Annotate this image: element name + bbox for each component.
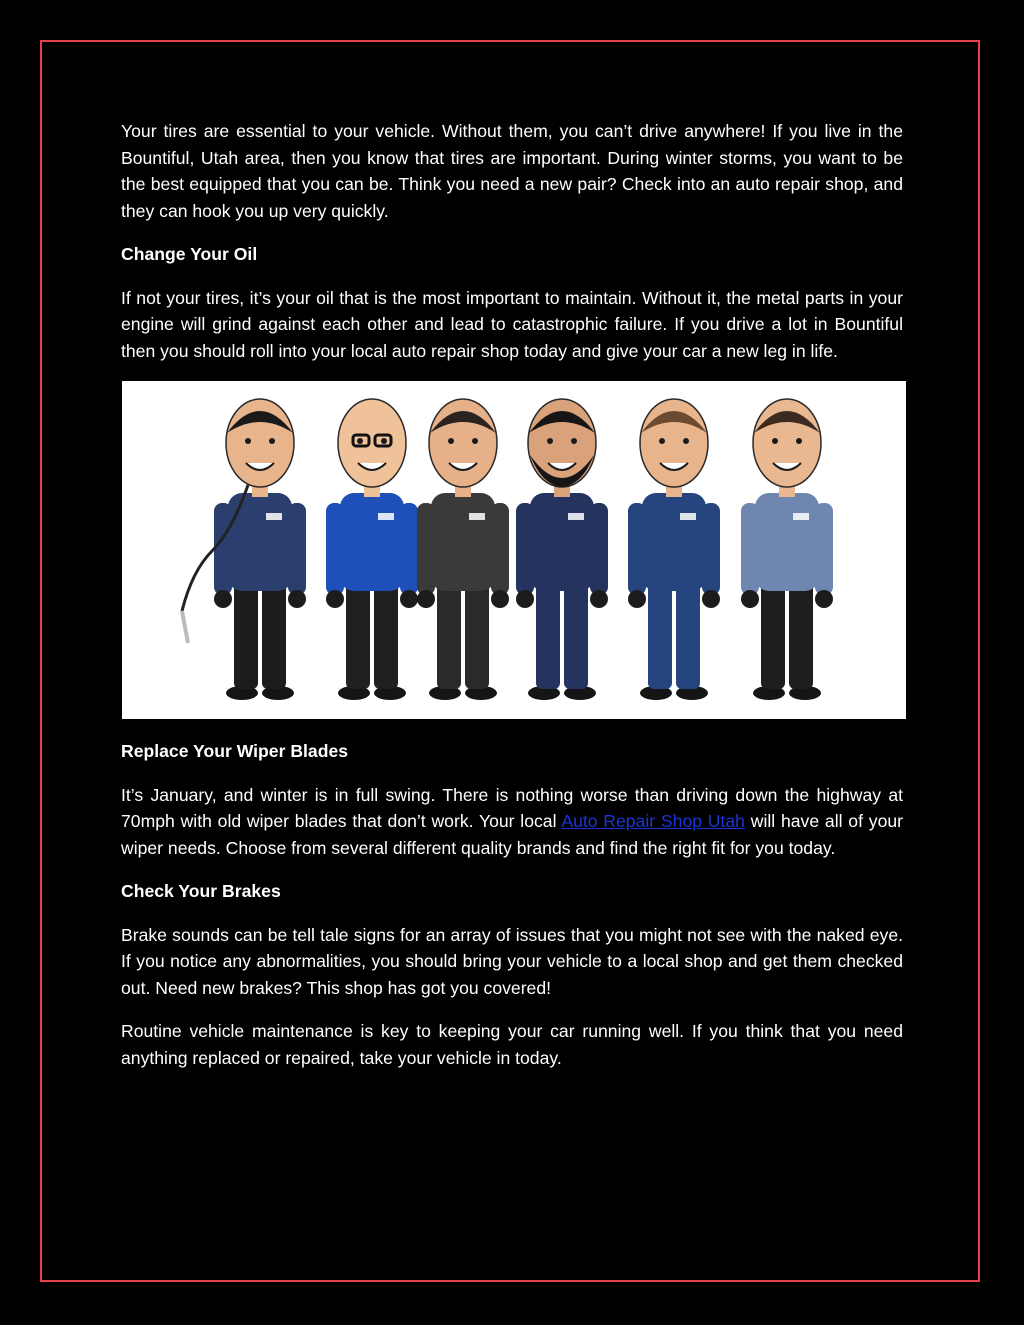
mechanics-illustration [122, 381, 906, 719]
mechanic-glove [702, 590, 720, 608]
intro-paragraph: Your tires are essential to your vehicle. Without them, you can’t drive anywhere! If you live in the Bountiful, Utah area, then you know that tires are important. During winter storms, you want to be the best equipped that you can be. Think you need a new pair? Check into an auto repair shop, and they can hook you up very quickly. [121, 121, 903, 221]
mechanic-badge [378, 513, 394, 520]
mechanic-leg [262, 581, 286, 689]
mechanic-eye [472, 438, 478, 444]
mechanic-figure [516, 399, 608, 700]
mechanic-torso [340, 493, 404, 591]
mechanic-glove [214, 590, 232, 608]
mechanic-badge [469, 513, 485, 520]
mechanic-leg [536, 581, 560, 689]
mechanic-glove [628, 590, 646, 608]
mechanic-badge [266, 513, 282, 520]
mechanic-glove [590, 590, 608, 608]
mechanic-glove [516, 590, 534, 608]
mechanic-glove [417, 590, 435, 608]
mechanic-eye [772, 438, 778, 444]
mechanic-eye [547, 438, 553, 444]
mechanic-figure [214, 399, 306, 700]
mechanic-figure [741, 399, 833, 700]
brakes-paragraph: Brake sounds can be tell tale signs for an array of issues that you might not see with the naked eye. If you notice any abnormalities, you should bring your vehicle to a local shop and get them checked out. Need new brakes? This shop has got you covered! [121, 924, 903, 998]
mechanic-leg [676, 581, 700, 689]
mechanic-figure [326, 399, 418, 700]
mechanic-leg [465, 581, 489, 689]
mechanic-torso [431, 493, 495, 591]
mechanic-leg [789, 581, 813, 689]
stethoscope-probe [182, 611, 188, 643]
mechanic-badge [568, 513, 584, 520]
article-body [121, 118, 903, 1088]
mechanic-torso [530, 493, 594, 591]
mechanic-figure [417, 399, 509, 700]
brakes-heading: Check Your Brakes [121, 881, 281, 901]
wipers-paragraph [121, 782, 903, 862]
mechanic-leg [437, 581, 461, 689]
mechanic-badge [680, 513, 696, 520]
mechanic-glove [741, 590, 759, 608]
mechanic-glove [815, 590, 833, 608]
mechanic-eye [571, 438, 577, 444]
mechanic-badge [793, 513, 809, 520]
mechanic-leg [374, 581, 398, 689]
mechanic-leg [346, 581, 370, 689]
mechanic-eye [245, 438, 251, 444]
wipers-text-after-link: will have all of your wiper needs. Choose from several different quality brands and find the right fit for you today. [121, 811, 903, 858]
mechanic-torso [642, 493, 706, 591]
oil-paragraph: If not your tires, it’s your oil that is the most important to maintain. Without it, the metal parts in your engine will grind against each other and lead to catastrophic failure. If you drive a lot in Bountiful then you should roll into your local auto repair shop today and give your car a new leg in life. [121, 287, 903, 361]
mechanic-leg [564, 581, 588, 689]
mechanic-glove [326, 590, 344, 608]
mechanic-eye [357, 438, 363, 444]
mechanic-eye [659, 438, 665, 444]
mechanic-eye [381, 438, 387, 444]
oil-heading: Change Your Oil [121, 244, 258, 264]
mechanics-svg [122, 381, 906, 719]
mechanic-eye [448, 438, 454, 444]
mechanic-figure [628, 399, 720, 700]
wipers-text-before-link: It’s January, and winter is in full swing. There is nothing worse than driving down the highway at 70mph with old wiper blades that don’t work. Your local [121, 784, 903, 831]
mechanic-torso [755, 493, 819, 591]
mechanic-leg [648, 581, 672, 689]
mechanic-glove [288, 590, 306, 608]
mechanic-eye [683, 438, 689, 444]
wipers-heading: Replace Your Wiper Blades [121, 741, 349, 761]
mechanic-glove [491, 590, 509, 608]
closing-paragraph: Routine vehicle maintenance is key to keeping your car running well. If you think that you need anything replaced or repaired, take your vehicle in today. [121, 1021, 903, 1068]
mechanic-leg [761, 581, 785, 689]
auto-repair-shop-link[interactable]: Auto Repair Shop Utah [561, 811, 745, 831]
mechanic-eye [796, 438, 802, 444]
mechanic-leg [234, 581, 258, 689]
mechanic-eye [269, 438, 275, 444]
mechanic-glove [400, 590, 418, 608]
